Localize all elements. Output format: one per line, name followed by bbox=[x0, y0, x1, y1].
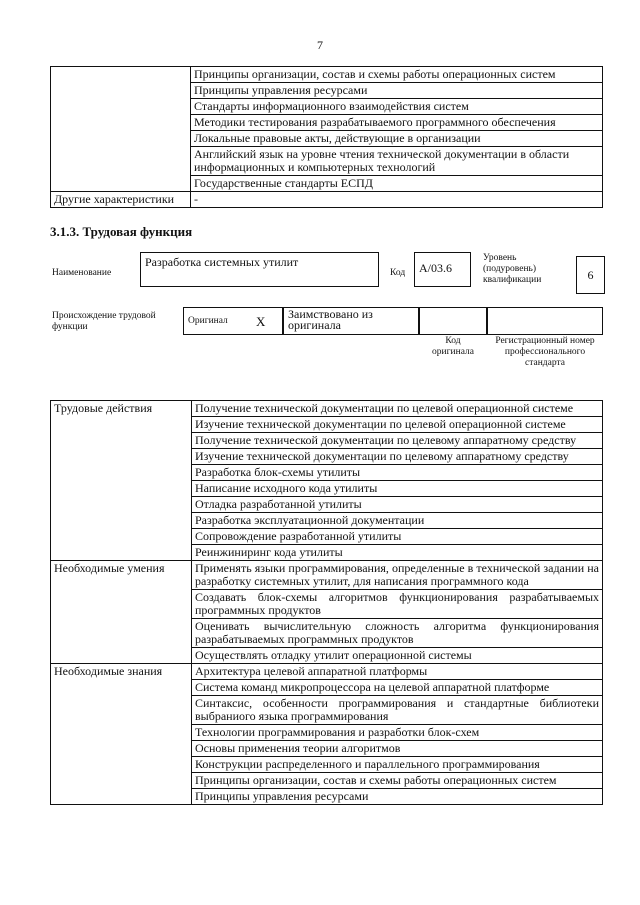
registration-number-caption: Регистрационный номер профессионального стандарта bbox=[495, 336, 595, 368]
table-row: Осуществлять отладку утилит операционной системы bbox=[192, 648, 603, 664]
table-row: Локальные правовые акты, действующие в организации bbox=[191, 131, 603, 147]
table-row: Изучение технической документации по целевому аппаратному средству bbox=[192, 449, 603, 465]
table-row: Принципы управления ресурсами bbox=[192, 789, 603, 805]
origin-label: Происхождение трудовой функции bbox=[52, 311, 156, 332]
table-row: Сопровождение разработанной утилиты bbox=[192, 529, 603, 545]
table-row: Принципы организации, состав и схемы работы операционных систем bbox=[191, 67, 603, 83]
original-mark: X bbox=[256, 314, 266, 329]
table-row: Система команд микропроцессора на целевой аппаратной платформе bbox=[192, 680, 603, 696]
table-row: Отладка разработанной утилиты bbox=[192, 497, 603, 513]
top-knowledge-table bbox=[50, 66, 603, 208]
code-value: A/03.6 bbox=[414, 252, 471, 287]
table-row: Применять языки программирования, определенные в технической задании на разработку системных утилит, для написания программного кода bbox=[192, 561, 603, 590]
table-row: Оценивать вычислительную сложность алгоритма функционирования разрабатываемых программных продуктов bbox=[192, 619, 603, 648]
table-row: Изучение технической документации по целевой операционной системе bbox=[192, 417, 603, 433]
table-row: Синтаксис, особенности программирования и стандартные библиотеки выбраниого языка программирования bbox=[192, 696, 603, 725]
table-row: Разработка эксплуатационной документации bbox=[192, 513, 603, 529]
name-label: Наименование bbox=[52, 268, 112, 278]
table-row: Стандарты информационного взаимодействия систем bbox=[191, 99, 603, 115]
table-row: Разработка блок-схемы утилиты bbox=[192, 465, 603, 481]
empty-label-cell bbox=[51, 67, 191, 192]
original-code-caption: Код оригинала bbox=[432, 336, 474, 357]
other-characteristics-value: - bbox=[191, 192, 603, 208]
labor-function-table bbox=[50, 400, 603, 805]
table-row: Реинжиниринг кода утилиты bbox=[192, 545, 603, 561]
table-row: Принципы организации, состав и схемы работы операционных систем bbox=[192, 773, 603, 789]
borrowed-cell: Заимствовано из оригинала bbox=[283, 307, 419, 335]
table-row: Государственные стандарты ЕСПД bbox=[191, 176, 603, 192]
page-number: 7 bbox=[317, 38, 323, 52]
table-row: Английский язык на уровне чтения технической документации в области информационных и компьютерных технологий bbox=[191, 147, 603, 176]
code-label: Код bbox=[390, 268, 406, 278]
table-row: Получение технической документации по целевому аппаратному средству bbox=[192, 433, 603, 449]
section-title: 3.1.3. Трудовая функция bbox=[50, 224, 193, 239]
table-row: Методики тестирования разрабатываемого программного обеспечения bbox=[191, 115, 603, 131]
level-value: 6 bbox=[576, 256, 605, 294]
table-row: Создавать блок-схемы алгоритмов функционирования разрабатываемых программных продуктов bbox=[192, 590, 603, 619]
knowledge-label: Необходимые знания bbox=[51, 664, 192, 805]
table-row: Написание исходного кода утилиты bbox=[192, 481, 603, 497]
table-row: Получение технической документации по целевой операционной системе bbox=[192, 401, 603, 417]
original-code-cell bbox=[419, 307, 487, 335]
skills-label: Необходимые умения bbox=[51, 561, 192, 664]
other-characteristics-label: Другие характеристики bbox=[51, 192, 191, 208]
level-label: Уровень (подуровень) квалификации bbox=[483, 253, 542, 285]
table-row: Конструкции распределенного и параллельного программирования bbox=[192, 757, 603, 773]
table-row: Архитектура целевой аппаратной платформы bbox=[192, 664, 603, 680]
function-name: Разработка системных утилит bbox=[140, 252, 379, 287]
original-label: Оригинал bbox=[188, 316, 228, 326]
table-row: Основы применения теории алгоритмов bbox=[192, 741, 603, 757]
table-row: Технологии программирования и разработки блок-схем bbox=[192, 725, 603, 741]
table-row: Принципы управления ресурсами bbox=[191, 83, 603, 99]
labor-actions-label: Трудовые действия bbox=[51, 401, 192, 561]
original-cell bbox=[183, 307, 283, 335]
registration-number-cell bbox=[487, 307, 603, 335]
